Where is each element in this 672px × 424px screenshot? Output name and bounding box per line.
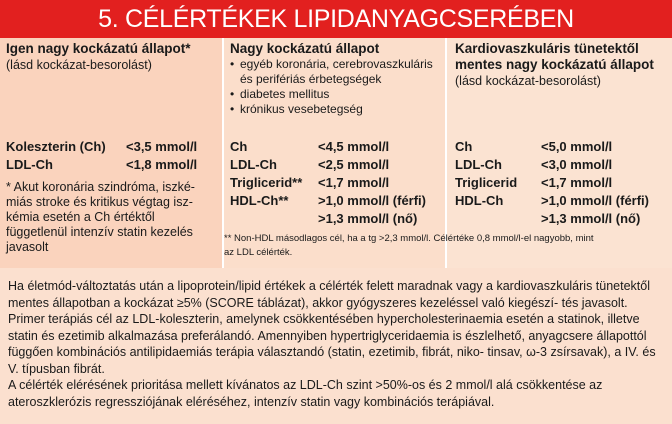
value-label: HDL-Ch**: [230, 193, 289, 208]
column-header: [447, 38, 672, 89]
value-label: LDL-Ch: [6, 157, 53, 172]
list-item: • krónikus vesebetegség: [230, 102, 439, 117]
value-label: Ch: [230, 139, 248, 154]
value-label: Ch: [455, 139, 473, 154]
value-target: <2,5 mmol/l: [318, 157, 390, 172]
title-bar: [0, 0, 672, 38]
value-target: >1,0 mmol/l (férfi): [318, 193, 426, 208]
value-label: Triglicerid**: [230, 175, 303, 190]
value-target: >1,0 mmol/l (férfi): [541, 193, 649, 208]
paragraph: Ha életmód-változtatás után a lipoprotein/lipid értékek a célérték felett maradnak vagy a kardiovaszkuláris tünetektől mentes állapotban a kockázat ≥5% (SCORE táblázat), akkor gyógyszeres kezeléssel való kiegészí- tés javasolt. Primer terápiás cél az LDL-koleszterin, amelynek csökkentésében hypercholesterinaemia esetén a statinok, illetve statin és ezetimib alkalmazása preferálandó. Amennyiben hypertriglyceridaemia is észlelhető, anyagcsere állapottól függően kombinációs antilipidaemiás terápia választandó (statin, ezetimib, fibrát, niko- tinsav, ω-3 zsírsavak), a IV. és V. típusban fibrát.: [8, 279, 656, 376]
value-target: <1,7 mmol/l: [541, 175, 613, 190]
body-text: [0, 272, 672, 424]
value-row: [455, 210, 672, 228]
value-row: [455, 156, 672, 174]
footnote-acute: * Akut koronária szindróma, iszké- miás stroke és kritikus végtag isz- kémia esetén a Ch értéktől függetlenül intenzív statin kezelés javasolt: [6, 180, 195, 254]
value-row: [230, 174, 445, 192]
value-row: [230, 210, 445, 228]
value-target: <1,8 mmol/l: [126, 157, 198, 172]
target-values: [230, 138, 445, 228]
page-title: 5. CÉLÉRTÉKEK LIPIDANYAGCSERÉBEN: [98, 4, 574, 33]
value-row: [6, 156, 222, 174]
list-item: • egyéb koronária, cerebrovaszkuláris és perifériás érbetegségek: [230, 57, 439, 87]
value-target: <3,0 mmol/l: [541, 157, 613, 172]
value-row: [6, 138, 222, 156]
value-target: <4,5 mmol/l: [318, 139, 390, 154]
value-target: >1,3 mmol/l (nő): [541, 211, 641, 226]
value-row: [230, 156, 445, 174]
condition-list: [230, 57, 439, 117]
value-label: Triglicerid: [455, 175, 518, 190]
value-label: Koleszterin (Ch): [6, 139, 106, 154]
value-row: [455, 138, 672, 156]
value-target: >1,3 mmol/l (nő): [318, 211, 418, 226]
column-very-high-risk: [0, 38, 222, 268]
value-row: [455, 192, 672, 210]
value-target: <5,0 mmol/l: [541, 139, 613, 154]
value-target: <1,7 mmol/l: [318, 175, 390, 190]
list-item: • diabetes mellitus: [230, 87, 439, 102]
value-row: [230, 138, 445, 156]
paragraph: A célérték elérésének prioritása mellett kívánatos az LDL-Ch szint >50%-os és 2 mmol/l alá csökkentése az ateroszklerózis regressziójának eléréséhez, intenzív statin vagy kombinációs terápiával.: [8, 378, 603, 409]
footnote-non-hdl: ** Non-HDL másodlagos cél, ha a tg >2,3 mmol/l. Célértéke 0,8 mmol/l-el nagyobb, mint az LDL célérték.: [224, 233, 594, 258]
value-target: <3,5 mmol/l: [126, 139, 198, 154]
target-values: [455, 138, 672, 228]
column-title: Igen nagy kockázatú állapot*: [6, 41, 191, 56]
value-row: [455, 174, 672, 192]
column-title: Kardiovaszkuláris tünetektől mentes nagy kockázatú állapot: [455, 41, 654, 72]
target-values: [6, 138, 222, 174]
column-header: [224, 38, 445, 117]
value-label: HDL-Ch: [455, 193, 504, 208]
column-subtitle: (lásd kockázat-besorolást): [6, 58, 152, 72]
value-label: LDL-Ch: [230, 157, 277, 172]
column-subtitle: (lásd kockázat-besorolást): [455, 74, 601, 88]
value-row: [230, 192, 445, 210]
column-header: [0, 38, 222, 73]
column-title: Nagy kockázatú állapot: [230, 41, 380, 56]
value-label: LDL-Ch: [455, 157, 502, 172]
